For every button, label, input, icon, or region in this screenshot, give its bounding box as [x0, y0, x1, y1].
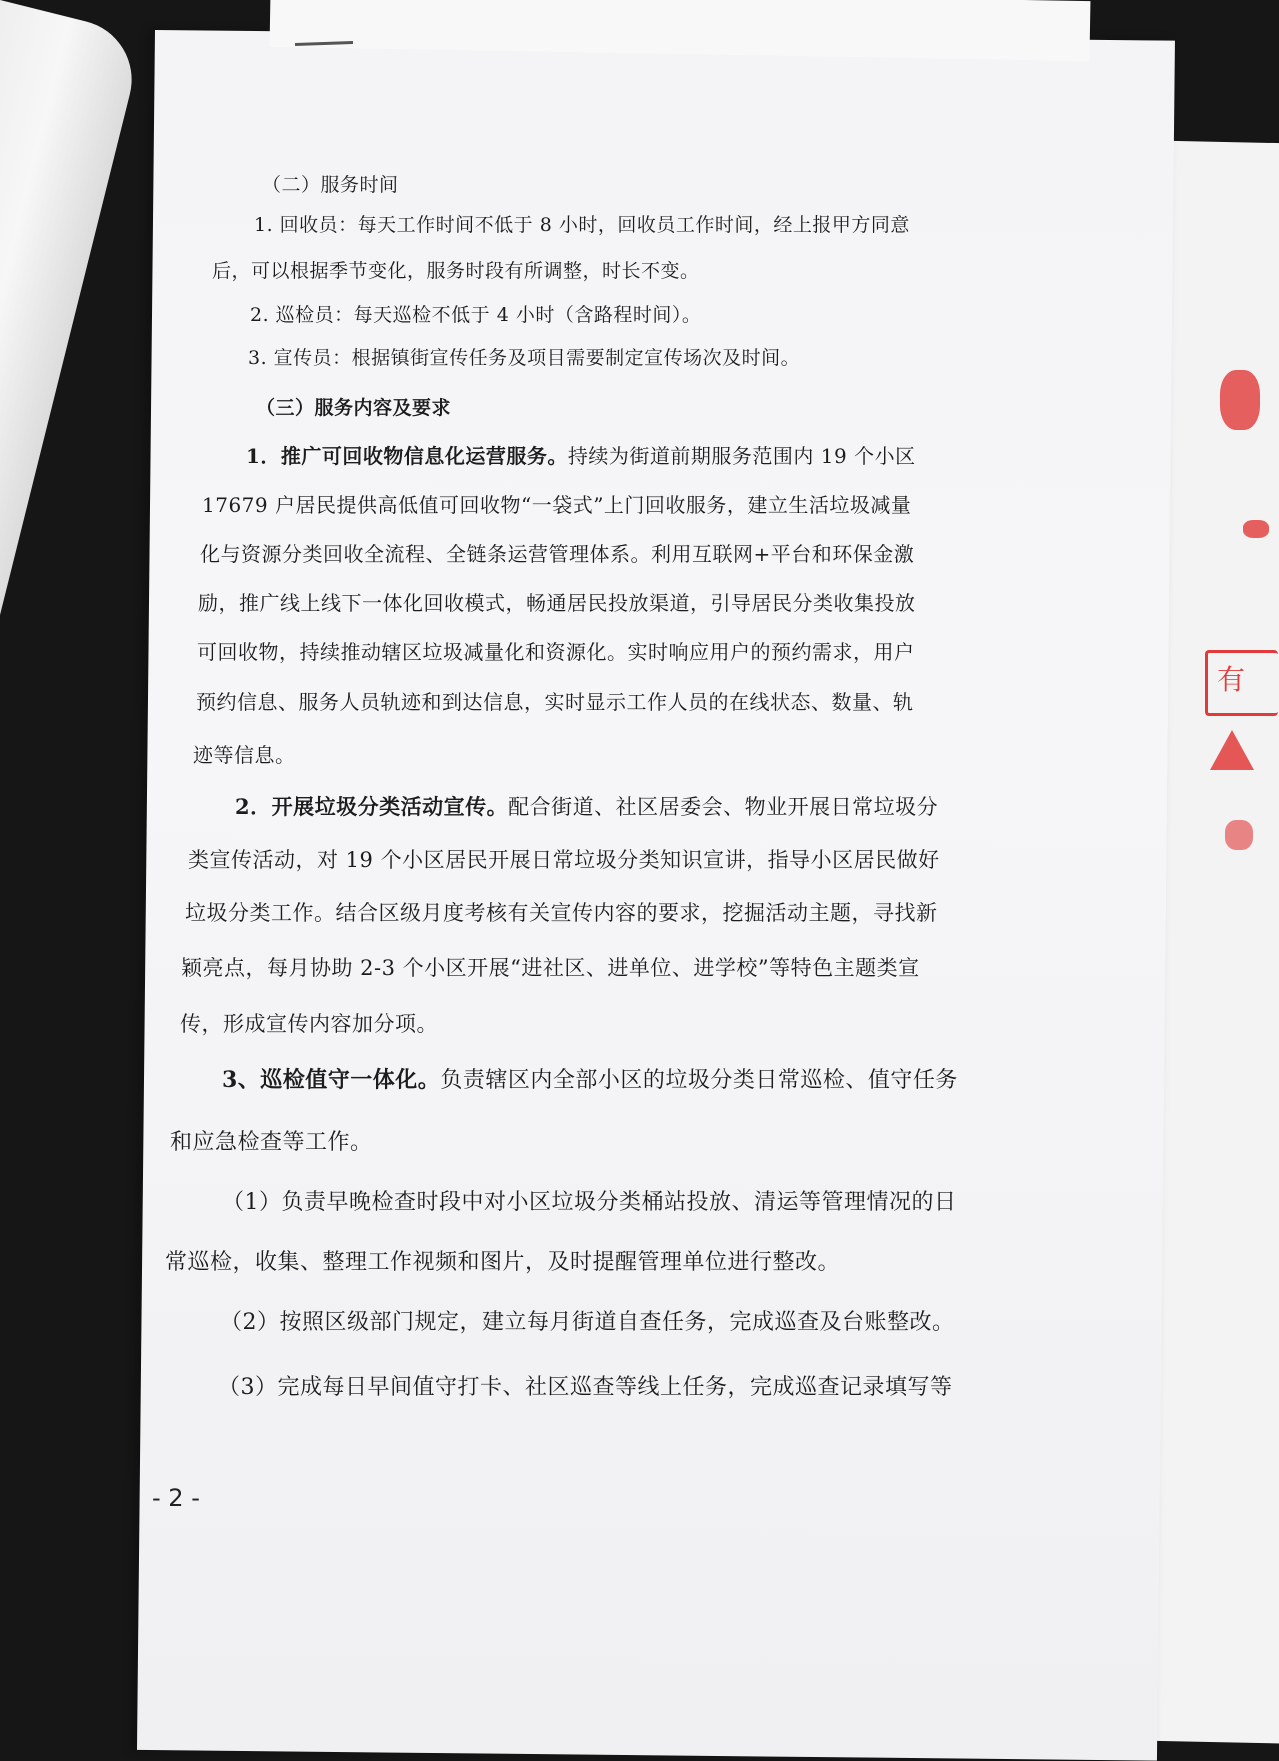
- paragraph-line: 垃圾分类工作。结合区级月度考核有关宣传内容的要求，挖掘活动主题，寻找新: [185, 901, 938, 925]
- paragraph-line: 传，形成宣传内容加分项。: [180, 1012, 438, 1036]
- paragraph-line: 3. 宣传员：根据镇街宣传任务及项目需要制定宣传场次及时间。: [248, 347, 801, 369]
- paragraph-line: （3）完成每日早间值守打卡、社区巡查等线上任务，完成巡查记录填写等: [218, 1375, 953, 1400]
- section-heading-service-time: （二）服务时间: [262, 174, 399, 196]
- document-page: [137, 30, 1175, 1761]
- page-number: - 2 -: [152, 1484, 200, 1512]
- previous-page-sheet: [0, 0, 144, 715]
- paragraph-line: 和应急检查等工作。: [170, 1130, 373, 1155]
- seal-character: 有: [1217, 663, 1246, 696]
- paragraph-line: （1）负责早晚检查时段中对小区垃圾分类桶站投放、清运等管理情况的日: [222, 1190, 957, 1215]
- paragraph-line: （2）按照区级部门规定，建立每月街道自查任务，完成巡查及台账整改。: [220, 1310, 955, 1335]
- paragraph-line: 2. 巡检员：每天巡检不低于 4 小时（含路程时间）。: [250, 304, 702, 326]
- paragraph-line: 预约信息、服务人员轨迹和到达信息，实时显示工作人员的在线状态、数量、轨: [196, 690, 914, 714]
- paragraph-line: 可回收物，持续推动辖区垃圾减量化和资源化。实时响应用户的预约需求，用户: [197, 640, 915, 664]
- section-heading-service-content: （三）服务内容及要求: [256, 397, 452, 419]
- paragraph-line: 类宣传活动，对 19 个小区居民开展日常垃圾分类知识宣讲，指导小区居民做好: [188, 848, 940, 872]
- paragraph-line: 常巡检，收集、整理工作视频和图片，及时提醒管理单位进行整改。: [165, 1250, 841, 1275]
- paragraph-line: 2．开展垃圾分类活动宣传。配合街道、社区居委会、物业开展日常垃圾分: [235, 794, 939, 819]
- paragraph-title: 3、巡检值守一体化。: [222, 1067, 441, 1093]
- paragraph-line: 后，可以根据季节变化，服务时段有所调整，时长不变。: [212, 260, 700, 282]
- seal-star-icon: [1210, 730, 1254, 770]
- paragraph-line: 17679 户居民提供高低值可回收物“一袋式”上门回收服务，建立生活垃圾减量: [202, 493, 912, 517]
- paragraph-line: 1．推广可回收物信息化运营服务。持续为街道前期服务范围内 19 个小区: [246, 444, 916, 468]
- paragraph-line: 1. 回收员：每天工作时间不低于 8 小时，回收员工作时间，经上报甲方同意: [254, 214, 910, 236]
- red-seal-stamp: [1165, 300, 1279, 900]
- paragraph-line: 励，推广线上线下一体化回收模式，畅通居民投放渠道，引导居民分类收集投放: [198, 591, 916, 615]
- paragraph-line: 3、巡检值守一体化。负责辖区内全部小区的垃圾分类日常巡检、值守任务: [222, 1067, 958, 1093]
- paragraph-title: 1．推广可回收物信息化运营服务。: [246, 444, 568, 468]
- paragraph-title: 2．开展垃圾分类活动宣传。: [235, 794, 509, 819]
- paragraph-line: 迹等信息。: [193, 743, 296, 767]
- paragraph-line: 化与资源分类回收全流程、全链条运营管理体系。利用互联网+平台和环保金激: [200, 542, 915, 566]
- paragraph-line: 颖亮点，每月协助 2-3 个小区开展“进社区、进单位、进学校”等特色主题类宣: [181, 956, 920, 980]
